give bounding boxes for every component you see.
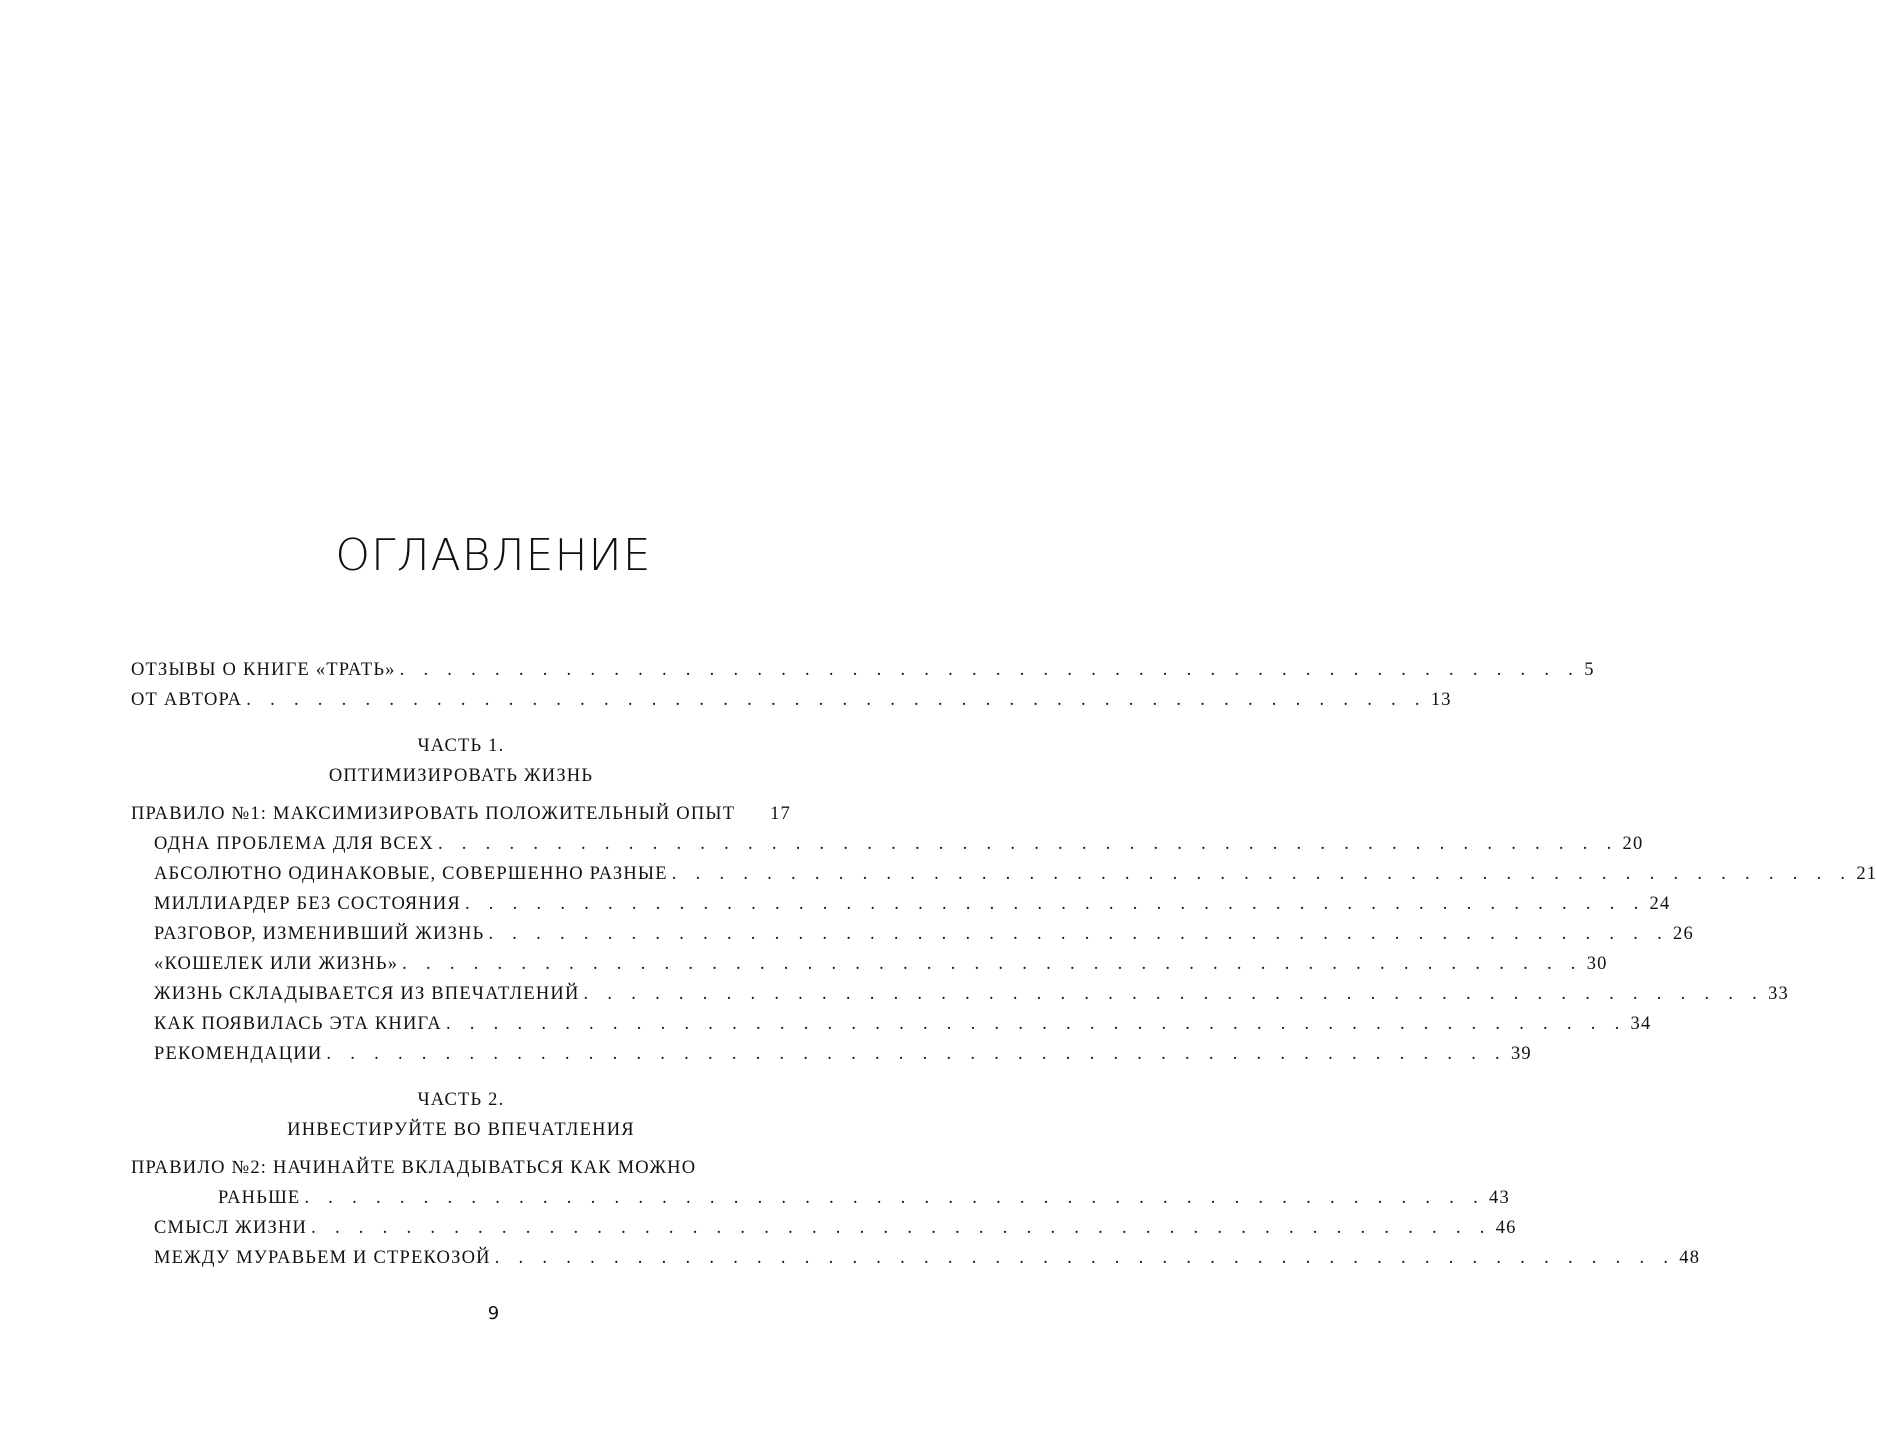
dot-leader: . . . . . . . . . . . . . . . . . . . . . . . . . . . . . . . . . . . . . . . . . . . . . . . . . . (304, 1188, 1486, 1208)
dot-leader: . . . . . . . . . . . . . . . . . . . . . . . . . . . . . . . . . . . . . . . . . . . . . . . . . . (445, 1014, 1627, 1034)
toc-entry[interactable] (131, 979, 1789, 1009)
dot-leader: . . . . . . . . . . . . . . . . . . . . . . . . . . . . . . . . . . . . . . . . . . . . . . . . . . (494, 1248, 1676, 1268)
toc-entry-page: 46 (1495, 1218, 1517, 1238)
toc-entry-page: 34 (1630, 1014, 1652, 1034)
toc-entry-page: 33 (1768, 984, 1789, 1004)
toc-entry-page: 39 (1510, 1044, 1532, 1064)
dot-leader: . . . . . . . . . . . . . . . . . . . . . . . . . . . . . . . . . . . . . . . . . . . . . . . . . . (583, 984, 1765, 1004)
toc-entry-page: 17 (770, 804, 791, 824)
toc-entry-page: 20 (1622, 834, 1644, 854)
dot-leader: . . . . . . . . . . . . . . . . . . . . . . . . . . . . . . . . . . . . . . . . . . . . . . . . . . (402, 954, 1583, 974)
dot-leader: . . . . . . . . . . . . . . . . . . . . . . . . . . . . . . . . . . . . . . . . . . . . . . . . . . (246, 690, 1427, 710)
toc-entry[interactable] (131, 1243, 1701, 1273)
toc-entry-from-author[interactable] (131, 685, 1452, 715)
dot-leader: . . . . . . . . . . . . . . . . . . . . . . . . . . . . . . . . . . . . . . . . . . . . . . . . . . (326, 1044, 1507, 1064)
toc-entry-title: РАНЬШЕ (218, 1188, 301, 1208)
toc-entry-page: 13 (1430, 690, 1452, 710)
part-1-label: ЧАСТЬ 1. (417, 736, 505, 756)
toc-entry-title: АБСОЛЮТНО ОДИНАКОВЫЕ, СОВЕРШЕННО РАЗНЫЕ (154, 864, 668, 884)
toc-entry-page: 30 (1586, 954, 1608, 974)
toc-entry[interactable] (131, 859, 1877, 889)
toc-entry-title: ЖИЗНЬ СКЛАДЫВАЕТСЯ ИЗ ВПЕЧАТЛЕНИЙ (154, 984, 580, 1004)
dot-leader: . . . . . . . . . . . . . . . . . . . . . . . . . . . . . . . . . . . . . . . . . . . . . . . . . . (311, 1218, 1492, 1238)
toc-entry[interactable] (131, 889, 1671, 919)
toc-entry[interactable] (131, 1213, 1517, 1243)
dot-leader: . . . . . . . . . . . . . . . . . . . . . . . . . . . . . . . . . . . . . . . . . . . . . . . . . . (488, 924, 1670, 944)
toc-entry-title: «КОШЕЛЕК ИЛИ ЖИЗНЬ» (154, 954, 399, 974)
toc-entry-title: ОТЗЫВЫ О КНИГЕ «ТРАТЬ» (131, 660, 396, 680)
toc-entry-reviews[interactable] (131, 655, 1595, 685)
toc-entry-page: 43 (1489, 1188, 1510, 1208)
part-1-name: ОПТИМИЗИРОВАТЬ ЖИЗНЬ (328, 766, 594, 786)
table-of-contents (131, 655, 1877, 1273)
dot-leader: . . . . . . . . . . . . . . . . . . . . . . . . . . . . . . . . . . . . . . . . . . . . . . . . . . (671, 864, 1853, 884)
toc-entry-rule-2[interactable] (131, 1183, 1510, 1213)
toc-entry[interactable] (131, 1009, 1652, 1039)
toc-entry[interactable] (131, 919, 1694, 949)
page-title: ОГЛАВЛЕНИЕ (335, 530, 652, 581)
toc-entry[interactable] (131, 829, 1644, 859)
dot-leader: . . . . . . . . . . . . . . . . . . . . . . . . . . . . . . . . . . . . . . . . . . . . . . . . . . (464, 894, 1646, 914)
toc-entry-title: ОДНА ПРОБЛЕМА ДЛЯ ВСЕХ (154, 834, 434, 854)
toc-entry-page: 5 (1584, 660, 1595, 680)
toc-entry-page: 48 (1679, 1248, 1701, 1268)
toc-entry-title: СМЫСЛ ЖИЗНИ (154, 1218, 308, 1238)
toc-entry-page: 21 (1856, 864, 1877, 884)
toc-entry-rule-2-line1[interactable]: ПРАВИЛО №2: НАЧИНАЙТЕ ВКЛАДЫВАТЬСЯ КАК МОЖНО (131, 1158, 697, 1178)
toc-entry[interactable] (131, 949, 1608, 979)
toc-entry-title: ПРАВИЛО №1: МАКСИМИЗИРОВАТЬ ПОЛОЖИТЕЛЬНЫЙ ОПЫТ (131, 804, 736, 824)
toc-entry-page: 24 (1649, 894, 1671, 914)
toc-entry-title: РЕКОМЕНДАЦИИ (154, 1044, 323, 1064)
toc-entry-title: МЕЖДУ МУРАВЬЕМ И СТРЕКОЗОЙ (154, 1248, 491, 1268)
dot-leader: . . . . . . . . . . . . . . . . . . . . . . . . . . . . . . . . . . . . . . . . . . . . . . . . . . (437, 834, 1619, 854)
toc-entry-title: РАЗГОВОР, ИЗМЕНИВШИЙ ЖИЗНЬ (154, 924, 485, 944)
part-2-name: ИНВЕСТИРУЙТЕ ВО ВПЕЧАТЛЕНИЯ (287, 1120, 635, 1140)
toc-entry-rule-1[interactable] (131, 799, 791, 829)
page-number: 9 (487, 1303, 500, 1324)
part-2-label: ЧАСТЬ 2. (417, 1090, 505, 1110)
toc-entry-title: ОТ АВТОРА (131, 690, 243, 710)
toc-entry[interactable] (131, 1039, 1532, 1069)
toc-entry-title: МИЛЛИАРДЕР БЕЗ СОСТОЯНИЯ (154, 894, 461, 914)
toc-entry-title: КАК ПОЯВИЛАСЬ ЭТА КНИГА (154, 1014, 442, 1034)
toc-entry-page: 26 (1673, 924, 1694, 944)
dot-leader: . . . . . . . . . . . . . . . . . . . . . . . . . . . . . . . . . . . . . . . . . . . . . . . . . . (399, 660, 1581, 680)
